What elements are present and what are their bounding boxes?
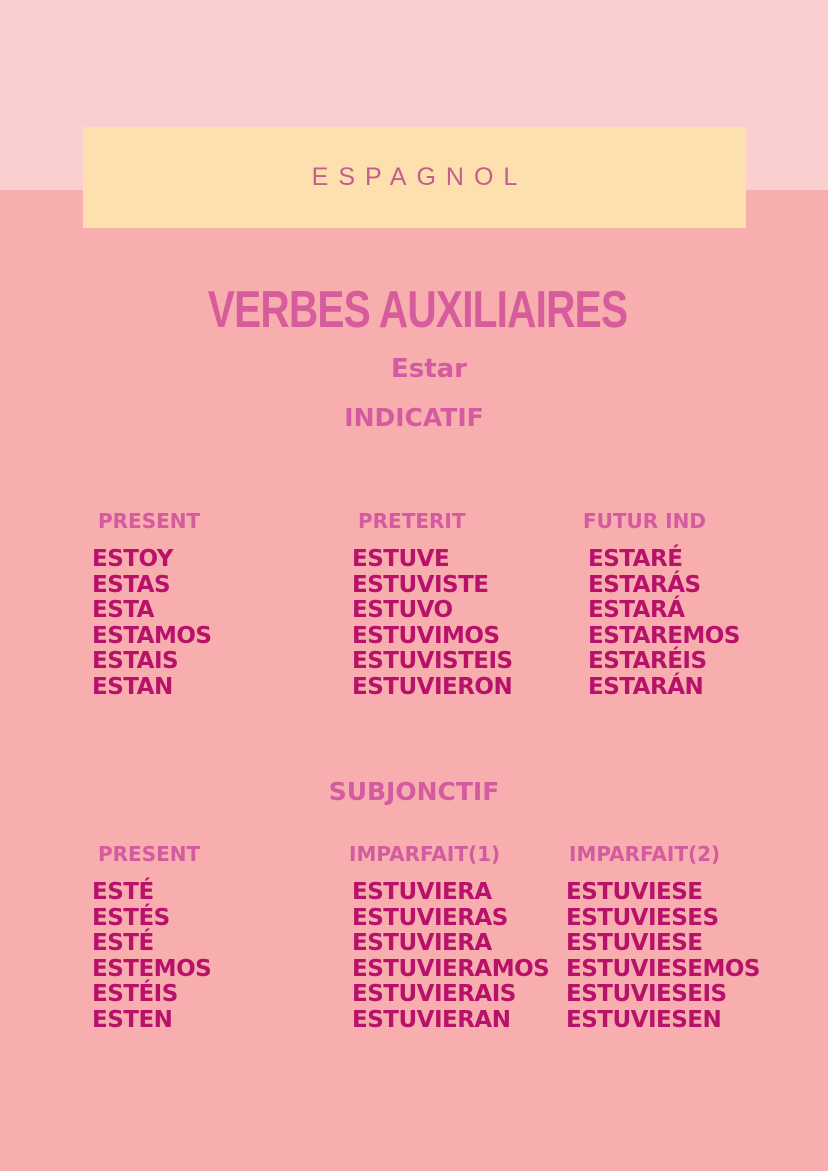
conjugation-form: ESTAIS xyxy=(92,648,179,675)
conjugation-form: ESTUVE xyxy=(352,546,450,572)
conjugation-form: ESTARÁN xyxy=(588,673,704,700)
section-title-indicatif: INDICATIF xyxy=(344,403,484,432)
conjugation-form: ESTUVISTE xyxy=(352,571,489,598)
subjonctif-present-heading: PRESENT xyxy=(98,842,201,866)
conjugation-form: ESTARÁ xyxy=(588,597,685,624)
conjugation-form: ESTUVO xyxy=(352,597,453,624)
conjugation-form: ESTÉ xyxy=(92,879,154,905)
conjugation-form: ESTUVIESEIS xyxy=(566,981,727,1008)
subjonctif-present-list xyxy=(92,880,211,1034)
header-banner xyxy=(83,127,746,228)
conjugation-form: ESTUVIESEN xyxy=(566,1006,722,1033)
conjugation-form: ESTUVIERAN xyxy=(352,1006,511,1033)
conjugation-form: ESTUVIERAIS xyxy=(352,981,516,1008)
indicatif-preterit-heading: PRETERIT xyxy=(358,509,466,533)
conjugation-form: ESTUVIERA xyxy=(352,930,492,957)
page-title: VERBES AUXILIAIRES xyxy=(207,281,628,339)
section-title-subjonctif: SUBJONCTIF xyxy=(328,777,500,806)
conjugation-form: ESTUVIESE xyxy=(566,879,703,905)
indicatif-futur-list xyxy=(588,547,740,701)
conjugation-form: ESTEMOS xyxy=(92,955,212,982)
conjugation-form: ESTUVIERA xyxy=(352,879,492,905)
conjugation-form: ESTUVIESES xyxy=(566,904,719,931)
conjugation-form: ESTUVIERAMOS xyxy=(352,955,550,982)
conjugation-form: ESTUVIERAS xyxy=(352,904,508,931)
indicatif-preterit-list xyxy=(352,547,513,701)
conjugation-form: ESTOY xyxy=(92,546,173,572)
conjugation-form: ESTUVIERON xyxy=(352,673,513,700)
conjugation-form: ESTÉS xyxy=(92,904,170,931)
conjugation-form: ESTUVISTEIS xyxy=(352,648,513,675)
conjugation-form: ESTÉ xyxy=(92,930,154,957)
conjugation-form: ESTUVIESEMOS xyxy=(566,955,760,982)
subjonctif-imparfait2-list xyxy=(566,880,760,1034)
subjonctif-imparfait1-heading: IMPARFAIT(1) xyxy=(349,842,501,866)
conjugation-form: ESTUVIESE xyxy=(566,930,703,957)
indicatif-futur-heading: FUTUR IND xyxy=(583,509,706,533)
conjugation-form: ESTÉIS xyxy=(92,981,178,1008)
banner-title: ESPAGNOL xyxy=(311,163,528,191)
conjugation-form: ESTARÁS xyxy=(588,571,701,598)
subjonctif-imparfait2-heading: IMPARFAIT(2) xyxy=(569,842,721,866)
conjugation-form: ESTEN xyxy=(92,1006,173,1033)
conjugation-form: ESTA xyxy=(92,597,154,624)
conjugation-form: ESTUVIMOS xyxy=(352,622,500,649)
conjugation-form: ESTARÉ xyxy=(588,546,683,572)
indicatif-present-list xyxy=(92,547,212,701)
conjugation-form: ESTAS xyxy=(92,571,171,598)
subjonctif-imparfait1-list xyxy=(352,880,549,1034)
conjugation-form: ESTAMOS xyxy=(92,622,212,649)
conjugation-form: ESTAN xyxy=(92,673,173,700)
verb-name: Estar xyxy=(390,354,468,384)
conjugation-form: ESTAREMOS xyxy=(588,622,740,649)
indicatif-present-heading: PRESENT xyxy=(98,509,201,533)
conjugation-form: ESTARÉIS xyxy=(588,648,707,675)
